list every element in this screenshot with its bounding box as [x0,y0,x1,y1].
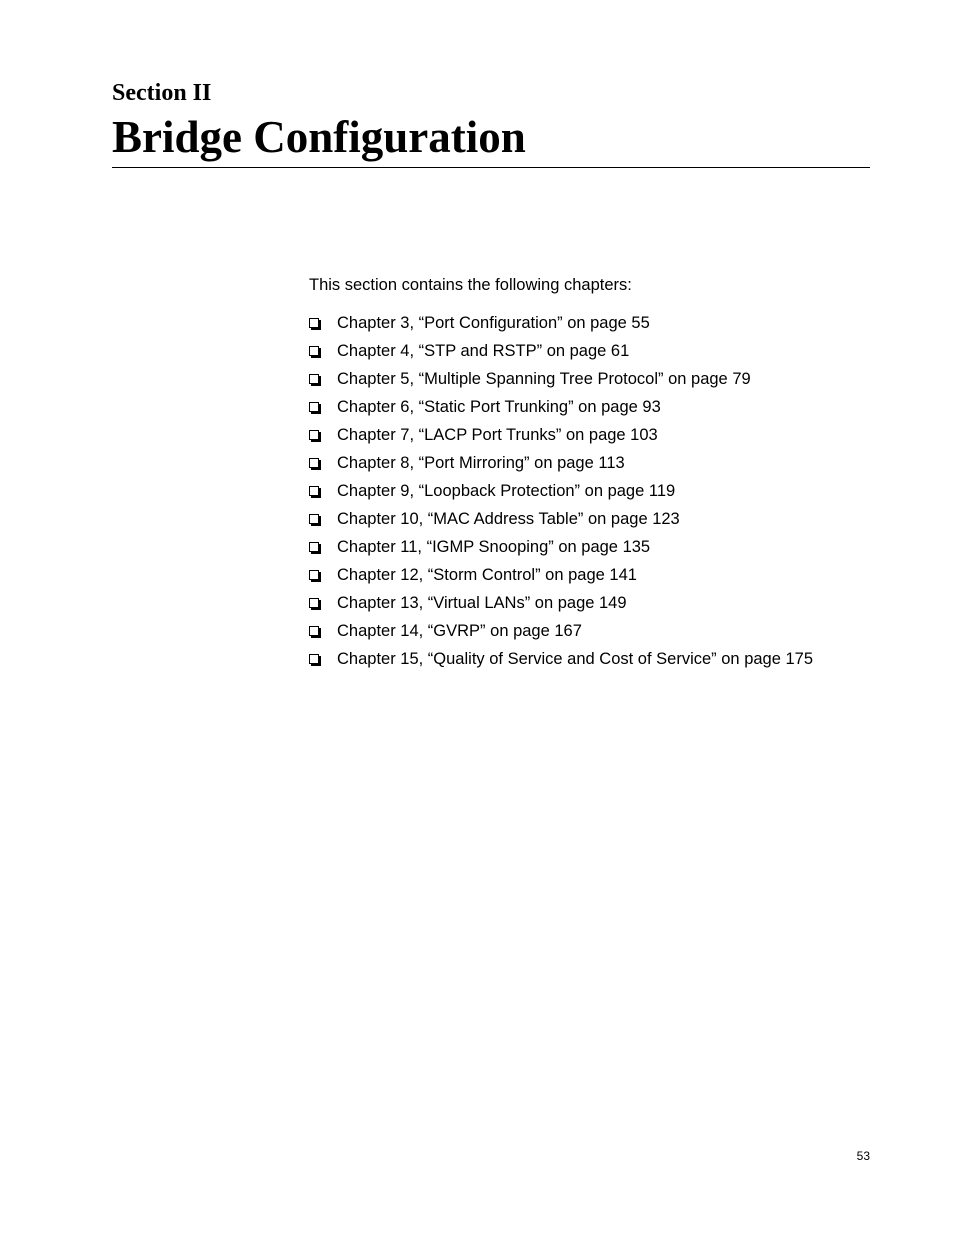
chapter-link[interactable]: Chapter 5, “Multiple Spanning Tree Protocol” on page 79 [337,370,751,388]
list-item [309,621,813,649]
chapter-link[interactable]: Chapter 3, “Port Configuration” on page 55 [337,314,650,332]
intro-text: This section contains the following chapters: [309,276,632,294]
square-bullet-icon [309,430,319,440]
list-item [309,649,813,677]
chapter-link[interactable]: Chapter 9, “Loopback Protection” on page 119 [337,482,676,500]
list-item [309,453,813,481]
square-bullet-icon [309,458,319,468]
section-label: Section II [112,80,212,106]
list-item [309,425,813,453]
list-item [309,397,813,425]
page-number: 53 [856,1149,870,1163]
chapter-list [309,313,813,677]
list-item [309,369,813,397]
square-bullet-icon [309,318,319,328]
square-bullet-icon [309,570,319,580]
list-item [309,593,813,621]
list-item [309,565,813,593]
chapter-link[interactable]: Chapter 14, “GVRP” on page 167 [337,622,582,640]
chapter-link[interactable]: Chapter 4, “STP and RSTP” on page 61 [337,342,630,360]
list-item [309,537,813,565]
chapter-link[interactable]: Chapter 10, “MAC Address Table” on page 123 [337,510,680,528]
list-item [309,509,813,537]
chapter-link[interactable]: Chapter 12, “Storm Control” on page 141 [337,566,637,584]
square-bullet-icon [309,598,319,608]
square-bullet-icon [309,654,319,664]
title-divider [112,167,870,168]
list-item [309,341,813,369]
list-item [309,481,813,509]
square-bullet-icon [309,346,319,356]
square-bullet-icon [309,514,319,524]
chapter-link[interactable]: Chapter 6, “Static Port Trunking” on page 93 [337,398,661,416]
list-item [309,313,813,341]
chapter-link[interactable]: Chapter 15, “Quality of Service and Cost of Service” on page 175 [337,650,814,668]
chapter-link[interactable]: Chapter 11, “IGMP Snooping” on page 135 [337,538,651,556]
square-bullet-icon [309,542,319,552]
square-bullet-icon [309,486,319,496]
chapter-link[interactable]: Chapter 8, “Port Mirroring” on page 113 [337,454,625,472]
square-bullet-icon [309,626,319,636]
square-bullet-icon [309,374,319,384]
page-title: Bridge Configuration [112,112,526,162]
square-bullet-icon [309,402,319,412]
chapter-link[interactable]: Chapter 7, “LACP Port Trunks” on page 103 [337,426,658,444]
chapter-link[interactable]: Chapter 13, “Virtual LANs” on page 149 [337,594,627,612]
